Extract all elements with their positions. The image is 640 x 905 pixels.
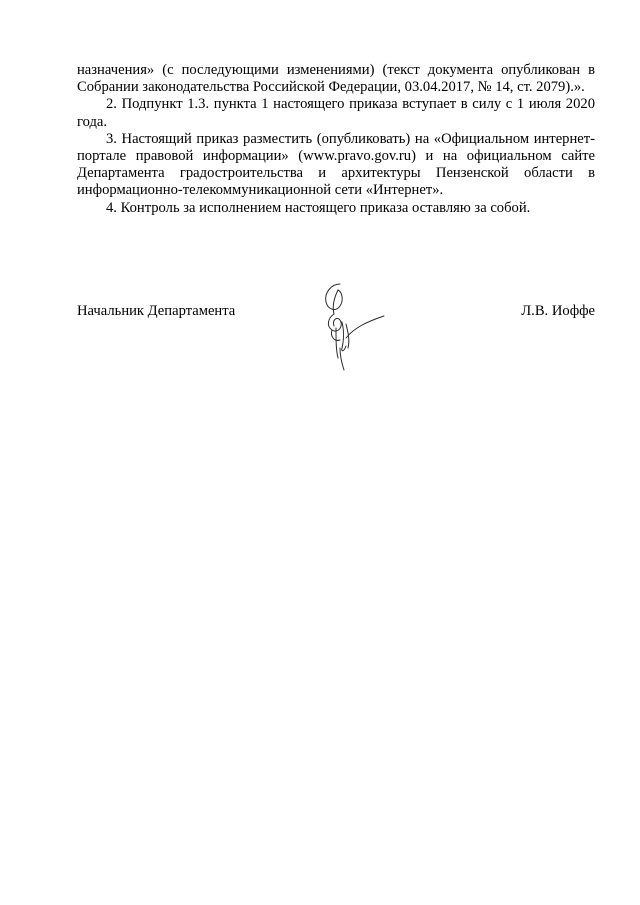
paragraph-item-2: 2. Подпункт 1.3. пункта 1 настоящего приказа вступает в силу с 1 июля 2020 года. [77,96,595,130]
document-body [77,62,595,217]
signatory-name: Л.В. Иоффе [521,303,595,319]
paragraph-item-4: 4. Контроль за исполнением настоящего приказа оставляю за собой. [106,199,531,216]
signature-block [77,303,595,393]
paragraph-item-3: 3. Настоящий приказ разместить (опубликовать) на «Официальном интернет-портале правовой информации» (www.pravo.gov.ru) и на официальном сайте Департамента градостроительства и архитектуры Пензенской области в информационно-телекоммуникационной сети «Интернет». [77,130,595,199]
paragraph-continuation: назначения» (с последующими изменениями) (текст документа опубликован в Собрании законодательства Российской Федерации, 03.04.2017, № 14, ст. 2079).». [77,62,595,96]
signatory-title: Начальник Департамента [77,303,236,319]
handwritten-signature [310,278,390,378]
